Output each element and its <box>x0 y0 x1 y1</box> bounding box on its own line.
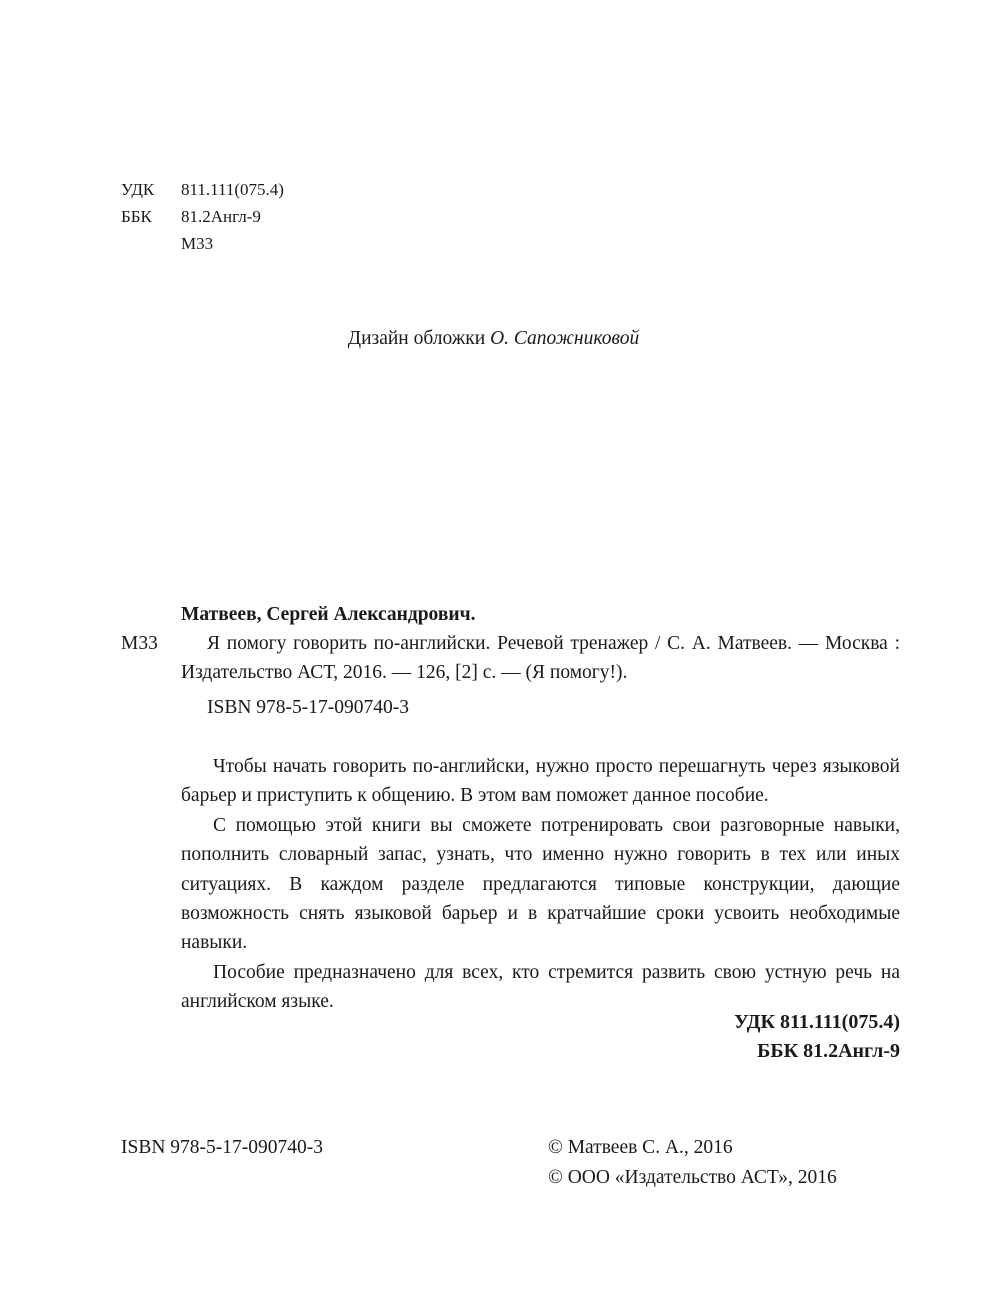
annotation-paragraph: Чтобы начать говорить по-английски, нужно просто перешагнуть через языковой барьер и приступить к общению. В этом вам поможет данное пособие. <box>181 756 900 807</box>
classification-block-bottom <box>734 1008 900 1066</box>
classification-row-udk <box>121 176 284 203</box>
copyright-line: © Матвеев С. А., 2016 <box>548 1137 733 1158</box>
annotation-text <box>181 752 900 1017</box>
annotation-paragraph: Пособие предназначено для всех, кто стремится развить свою устную речь на английском языке. <box>181 961 900 1013</box>
copyright-line: © ООО «Издательство АСТ», 2016 <box>548 1167 837 1188</box>
classification-label-bbk: ББК <box>121 207 152 226</box>
cover-design-credit <box>0 326 987 352</box>
book-author: Матвеев, Сергей Александрович. <box>181 604 476 625</box>
classification-label-udk: УДК <box>121 180 155 199</box>
copyright-block <box>548 1133 837 1193</box>
cover-designer-name: О. Сапожниковой <box>490 328 640 349</box>
bibliographic-isbn: ISBN 978-5-17-090740-3 <box>207 697 410 718</box>
bibliographic-index: М33 <box>121 633 158 654</box>
classification-bold-udk: УДК 811.111(075.4) <box>734 1011 900 1033</box>
bibliographic-description: Я помогу говорить по-английски. Речевой тренажер / С. А. Матвеев. — Москва : Издательство АСТ, 2016. — 126, [2] с. — (Я помогу!). <box>181 633 900 683</box>
classification-label-index <box>121 230 181 257</box>
classification-value-udk: 811.111(075.4) <box>181 180 284 199</box>
classification-row-bbk <box>121 203 284 230</box>
classification-row-index <box>121 230 284 257</box>
cover-design-credit-prefix: Дизайн обложки <box>347 328 491 349</box>
footer-isbn: ISBN 978-5-17-090740-3 <box>121 1137 324 1158</box>
classification-block-top <box>121 176 284 257</box>
bibliographic-record <box>121 601 900 722</box>
annotation-paragraph: С помощью этой книги вы сможете потренировать свои разговорные навыки, пополнить словарный запас, узнать, что именно нужно говорить в тех или иных ситуациях. В каждом разделе предлагаются типовые конструкции, дающие возможность снять языковой барьер и в кратчайшие сроки усвоить необходимые навыки. <box>181 814 900 954</box>
bibliographic-description-block <box>121 629 900 687</box>
classification-value-index: М33 <box>181 234 214 253</box>
classification-value-bbk: 81.2Англ-9 <box>181 207 261 226</box>
classification-bold-bbk: ББК 81.2Англ-9 <box>757 1040 900 1062</box>
